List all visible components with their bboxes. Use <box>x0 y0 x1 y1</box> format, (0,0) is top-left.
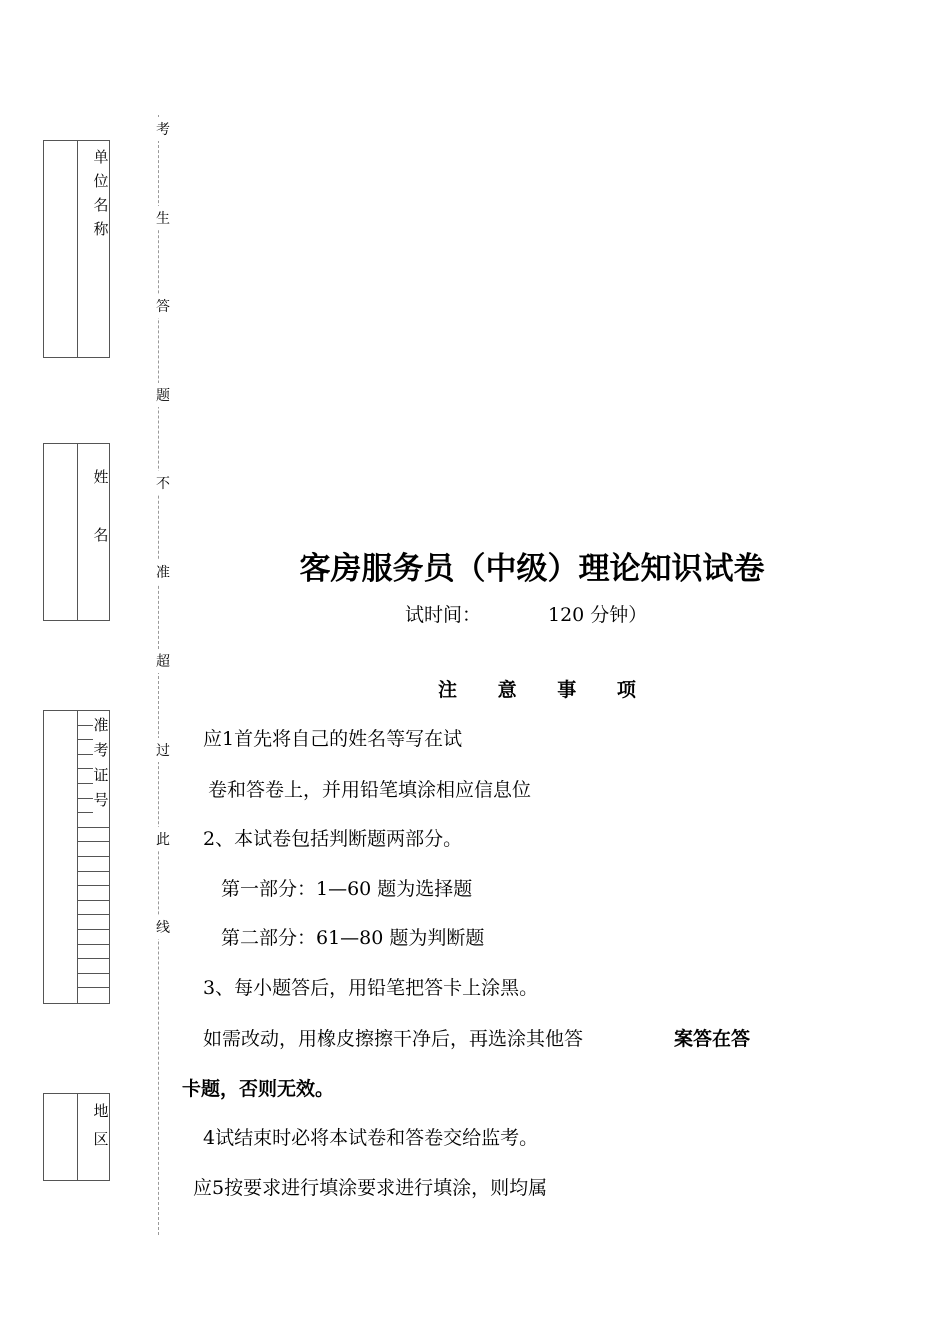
exam-id-box <box>43 710 110 1004</box>
notice-line: 第二部分：61—80 题为判断题 <box>221 927 485 949</box>
margin-char: 不 <box>156 471 170 495</box>
region-label: 地区 <box>93 1102 109 1148</box>
notice-heading: 注 意 事 项 <box>438 679 644 701</box>
margin-char: 超 <box>156 649 170 673</box>
notice-line: 第一部分：1—60 题为选择题 <box>221 878 473 900</box>
notice-line-bold: 卡题，否则无效。 <box>182 1078 335 1100</box>
margin-char: 准 <box>156 560 170 584</box>
box-divider <box>77 1094 78 1180</box>
unit-name-label: 单位名称 <box>93 148 109 238</box>
notice-line: 卷和答卷上，并用铅笔填涂相应信息位 <box>208 779 532 801</box>
exam-time-value: 120 分钟） <box>548 604 648 626</box>
notice-line: 4试结束时必将本试卷和答卷交给监考。 <box>203 1127 539 1149</box>
box-divider <box>77 711 78 1003</box>
unit-name-box <box>43 140 110 358</box>
notice-line: 应1首先将自己的姓名等写在试 <box>203 728 463 750</box>
page-title: 客房服务员（中级）理论知识试卷 <box>299 551 765 587</box>
box-divider <box>77 141 78 357</box>
exam-id-label: 准考证号 <box>93 713 109 813</box>
notice-line: 应5按要求进行填涂要求进行填涂，则均属 <box>193 1177 548 1199</box>
margin-char: 答 <box>156 294 170 318</box>
name-box <box>43 443 110 621</box>
notice-line: 如需改动，用橡皮擦擦干净后，再选涂其他答 <box>203 1028 584 1050</box>
notice-line: 3、每小题答后，用铅笔把答卡上涂黑。 <box>203 977 539 999</box>
name-label: 姓名 <box>93 468 109 544</box>
margin-char: 生 <box>156 206 170 230</box>
exam-time-prefix: 试时间： <box>405 604 482 626</box>
margin-char: 此 <box>156 827 170 851</box>
margin-char: 过 <box>156 738 170 762</box>
margin-char: 考 <box>156 117 170 141</box>
notice-line-bold: 案答在答 <box>674 1028 751 1050</box>
box-divider <box>77 444 78 620</box>
region-box <box>43 1093 110 1181</box>
margin-char: 题 <box>156 383 170 407</box>
cut-line <box>158 115 159 1235</box>
margin-char: 线 <box>156 915 170 939</box>
notice-line: 2、本试卷包括判断题两部分。 <box>203 828 463 850</box>
